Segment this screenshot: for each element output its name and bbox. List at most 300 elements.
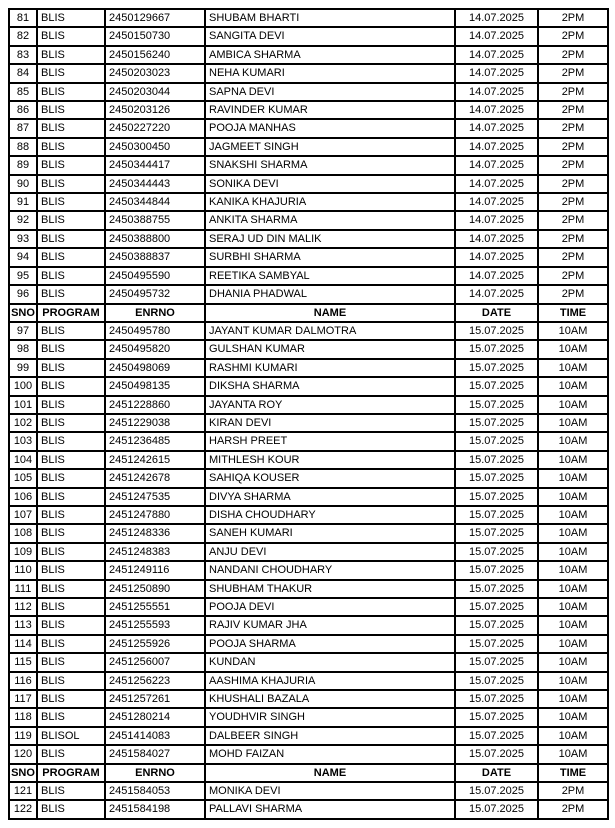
cell-sno: 116	[9, 672, 37, 690]
table-row	[9, 377, 608, 395]
cell-date: 14.07.2025	[455, 230, 538, 248]
cell-time: 10AM	[538, 543, 608, 561]
cell-program: BLIS	[37, 27, 105, 45]
cell-date: 14.07.2025	[455, 119, 538, 137]
cell-sno: 96	[9, 285, 37, 303]
cell-date: 15.07.2025	[455, 800, 538, 818]
cell-sno: 101	[9, 396, 37, 414]
cell-program: BLIS	[37, 690, 105, 708]
table-row	[9, 672, 608, 690]
cell-time: 2PM	[538, 211, 608, 229]
cell-time: 2PM	[538, 248, 608, 266]
cell-sno: 90	[9, 175, 37, 193]
column-header-name: NAME	[205, 304, 455, 322]
cell-name: SNAKSHI SHARMA	[205, 156, 455, 174]
cell-sno: 98	[9, 340, 37, 358]
column-header-time: TIME	[538, 764, 608, 782]
cell-program: BLIS	[37, 193, 105, 211]
cell-date: 14.07.2025	[455, 248, 538, 266]
cell-sno: 112	[9, 598, 37, 616]
cell-program: BLIS	[37, 451, 105, 469]
cell-date: 14.07.2025	[455, 64, 538, 82]
cell-program: BLIS	[37, 580, 105, 598]
cell-enrno: 2451255926	[105, 635, 205, 653]
table-row	[9, 506, 608, 524]
cell-time: 2PM	[538, 101, 608, 119]
cell-time: 2PM	[538, 782, 608, 800]
cell-program: BLIS	[37, 230, 105, 248]
cell-sno: 115	[9, 653, 37, 671]
cell-enrno: 2451242615	[105, 451, 205, 469]
cell-date: 15.07.2025	[455, 690, 538, 708]
cell-time: 10AM	[538, 506, 608, 524]
cell-sno: 83	[9, 46, 37, 64]
cell-sno: 87	[9, 119, 37, 137]
cell-time: 2PM	[538, 27, 608, 45]
cell-sno: 122	[9, 800, 37, 818]
cell-date: 14.07.2025	[455, 9, 538, 27]
table-header-row	[9, 304, 608, 322]
cell-date: 15.07.2025	[455, 653, 538, 671]
cell-program: BLIS	[37, 506, 105, 524]
table-row	[9, 598, 608, 616]
cell-date: 15.07.2025	[455, 598, 538, 616]
cell-time: 10AM	[538, 377, 608, 395]
cell-sno: 104	[9, 451, 37, 469]
cell-time: 10AM	[538, 322, 608, 340]
table-row	[9, 83, 608, 101]
cell-program: BLIS	[37, 83, 105, 101]
column-header-sno: SNO	[9, 304, 37, 322]
cell-enrno: 2450203126	[105, 101, 205, 119]
cell-date: 14.07.2025	[455, 83, 538, 101]
cell-program: BLIS	[37, 211, 105, 229]
table-row	[9, 653, 608, 671]
cell-date: 15.07.2025	[455, 451, 538, 469]
cell-enrno: 2451584053	[105, 782, 205, 800]
cell-date: 15.07.2025	[455, 708, 538, 726]
cell-name: JAYANT KUMAR DALMOTRA	[205, 322, 455, 340]
table-row	[9, 9, 608, 27]
cell-name: HARSH PREET	[205, 432, 455, 450]
cell-enrno: 2451228860	[105, 396, 205, 414]
cell-program: BLIS	[37, 101, 105, 119]
cell-enrno: 2451242678	[105, 469, 205, 487]
table-row	[9, 800, 608, 818]
cell-enrno: 2451236485	[105, 432, 205, 450]
cell-program: BLIS	[37, 322, 105, 340]
cell-time: 10AM	[538, 708, 608, 726]
cell-name: KIRAN DEVI	[205, 414, 455, 432]
cell-sno: 86	[9, 101, 37, 119]
cell-enrno: 2451584027	[105, 745, 205, 763]
table-row	[9, 27, 608, 45]
cell-enrno: 2450203023	[105, 64, 205, 82]
table-row	[9, 690, 608, 708]
table-row	[9, 708, 608, 726]
cell-sno: 100	[9, 377, 37, 395]
cell-sno: 97	[9, 322, 37, 340]
cell-name: SERAJ UD DIN MALIK	[205, 230, 455, 248]
cell-sno: 91	[9, 193, 37, 211]
cell-program: BLIS	[37, 340, 105, 358]
cell-time: 2PM	[538, 119, 608, 137]
cell-sno: 81	[9, 9, 37, 27]
cell-name: NANDANI CHOUDHARY	[205, 561, 455, 579]
cell-program: BLIS	[37, 267, 105, 285]
cell-time: 2PM	[538, 64, 608, 82]
cell-program: BLIS	[37, 561, 105, 579]
cell-program: BLIS	[37, 285, 105, 303]
cell-sno: 85	[9, 83, 37, 101]
table-row	[9, 322, 608, 340]
cell-name: KUNDAN	[205, 653, 455, 671]
cell-enrno: 2450300450	[105, 138, 205, 156]
cell-time: 10AM	[538, 745, 608, 763]
cell-name: DHANIA PHADWAL	[205, 285, 455, 303]
cell-enrno: 2450150730	[105, 27, 205, 45]
cell-name: SONIKA DEVI	[205, 175, 455, 193]
cell-name: MOHD FAIZAN	[205, 745, 455, 763]
column-header-enrno: ENRNO	[105, 764, 205, 782]
cell-sno: 109	[9, 543, 37, 561]
cell-enrno: 2451257261	[105, 690, 205, 708]
cell-time: 2PM	[538, 193, 608, 211]
cell-enrno: 2451584198	[105, 800, 205, 818]
cell-enrno: 2451280214	[105, 708, 205, 726]
cell-name: SANEH KUMARI	[205, 524, 455, 542]
table-row	[9, 524, 608, 542]
cell-name: POOJA SHARMA	[205, 635, 455, 653]
cell-enrno: 2451256223	[105, 672, 205, 690]
cell-enrno: 2451256007	[105, 653, 205, 671]
cell-date: 15.07.2025	[455, 322, 538, 340]
cell-program: BLIS	[37, 543, 105, 561]
cell-enrno: 2450388800	[105, 230, 205, 248]
cell-enrno: 2450495820	[105, 340, 205, 358]
cell-name: KHUSHALI BAZALA	[205, 690, 455, 708]
cell-time: 2PM	[538, 9, 608, 27]
column-header-program: PROGRAM	[37, 304, 105, 322]
cell-sno: 106	[9, 488, 37, 506]
cell-program: BLIS	[37, 9, 105, 27]
cell-sno: 110	[9, 561, 37, 579]
table-row	[9, 561, 608, 579]
cell-enrno: 2451229038	[105, 414, 205, 432]
cell-date: 15.07.2025	[455, 782, 538, 800]
cell-sno: 88	[9, 138, 37, 156]
cell-program: BLISOL	[37, 727, 105, 745]
cell-name: DIVYA SHARMA	[205, 488, 455, 506]
table-row	[9, 175, 608, 193]
cell-program: BLIS	[37, 708, 105, 726]
cell-name: SAPNA DEVI	[205, 83, 455, 101]
cell-time: 10AM	[538, 653, 608, 671]
cell-program: BLIS	[37, 488, 105, 506]
table-row	[9, 211, 608, 229]
cell-sno: 84	[9, 64, 37, 82]
cell-enrno: 2450498069	[105, 359, 205, 377]
cell-name: MITHLESH KOUR	[205, 451, 455, 469]
cell-program: BLIS	[37, 672, 105, 690]
cell-name: RAJIV KUMAR JHA	[205, 616, 455, 634]
cell-time: 10AM	[538, 598, 608, 616]
cell-name: DIKSHA SHARMA	[205, 377, 455, 395]
cell-enrno: 2450388755	[105, 211, 205, 229]
cell-name: SAHIQA KOUSER	[205, 469, 455, 487]
cell-name: ANJU DEVI	[205, 543, 455, 561]
cell-sno: 94	[9, 248, 37, 266]
cell-date: 15.07.2025	[455, 396, 538, 414]
cell-time: 2PM	[538, 46, 608, 64]
column-header-sno: SNO	[9, 764, 37, 782]
cell-time: 10AM	[538, 635, 608, 653]
cell-date: 15.07.2025	[455, 506, 538, 524]
cell-name: DISHA CHOUDHARY	[205, 506, 455, 524]
cell-enrno: 2450156240	[105, 46, 205, 64]
cell-time: 2PM	[538, 267, 608, 285]
cell-enrno: 2450388837	[105, 248, 205, 266]
cell-time: 10AM	[538, 340, 608, 358]
cell-enrno: 2450227220	[105, 119, 205, 137]
cell-sno: 108	[9, 524, 37, 542]
table-row	[9, 340, 608, 358]
cell-date: 14.07.2025	[455, 27, 538, 45]
table-row	[9, 119, 608, 137]
cell-enrno: 2451250890	[105, 580, 205, 598]
cell-time: 2PM	[538, 156, 608, 174]
cell-date: 15.07.2025	[455, 672, 538, 690]
cell-date: 15.07.2025	[455, 543, 538, 561]
cell-sno: 117	[9, 690, 37, 708]
cell-program: BLIS	[37, 782, 105, 800]
table-row	[9, 635, 608, 653]
table-row	[9, 616, 608, 634]
cell-time: 10AM	[538, 672, 608, 690]
cell-enrno: 2450344443	[105, 175, 205, 193]
table-row	[9, 46, 608, 64]
cell-time: 2PM	[538, 83, 608, 101]
cell-name: SANGITA DEVI	[205, 27, 455, 45]
cell-time: 10AM	[538, 690, 608, 708]
cell-date: 15.07.2025	[455, 359, 538, 377]
column-header-time: TIME	[538, 304, 608, 322]
cell-enrno: 2450129667	[105, 9, 205, 27]
table-row	[9, 414, 608, 432]
cell-time: 10AM	[538, 488, 608, 506]
column-header-name: NAME	[205, 764, 455, 782]
cell-sno: 92	[9, 211, 37, 229]
table-row	[9, 101, 608, 119]
cell-date: 14.07.2025	[455, 156, 538, 174]
table-header-row	[9, 764, 608, 782]
table-row	[9, 396, 608, 414]
cell-time: 10AM	[538, 432, 608, 450]
cell-name: POOJA DEVI	[205, 598, 455, 616]
table-row	[9, 488, 608, 506]
cell-time: 2PM	[538, 175, 608, 193]
cell-time: 10AM	[538, 580, 608, 598]
cell-program: BLIS	[37, 248, 105, 266]
cell-date: 15.07.2025	[455, 524, 538, 542]
cell-name: NEHA KUMARI	[205, 64, 455, 82]
cell-date: 14.07.2025	[455, 267, 538, 285]
cell-sno: 111	[9, 580, 37, 598]
cell-date: 15.07.2025	[455, 616, 538, 634]
cell-enrno: 2451247880	[105, 506, 205, 524]
table-row	[9, 745, 608, 763]
cell-time: 10AM	[538, 727, 608, 745]
table-row	[9, 267, 608, 285]
cell-time: 10AM	[538, 616, 608, 634]
cell-name: ANKITA SHARMA	[205, 211, 455, 229]
cell-date: 15.07.2025	[455, 635, 538, 653]
cell-date: 14.07.2025	[455, 138, 538, 156]
cell-program: BLIS	[37, 635, 105, 653]
cell-sno: 118	[9, 708, 37, 726]
table-row	[9, 359, 608, 377]
cell-date: 15.07.2025	[455, 469, 538, 487]
cell-date: 15.07.2025	[455, 377, 538, 395]
table-row	[9, 432, 608, 450]
cell-enrno: 2450495780	[105, 322, 205, 340]
column-header-date: DATE	[455, 764, 538, 782]
cell-name: JAYANTA ROY	[205, 396, 455, 414]
cell-enrno: 2450495590	[105, 267, 205, 285]
table-row	[9, 193, 608, 211]
table-row	[9, 727, 608, 745]
cell-program: BLIS	[37, 653, 105, 671]
cell-name: AASHIMA KHAJURIA	[205, 672, 455, 690]
cell-sno: 105	[9, 469, 37, 487]
cell-date: 14.07.2025	[455, 193, 538, 211]
cell-time: 10AM	[538, 469, 608, 487]
table-row	[9, 543, 608, 561]
cell-date: 15.07.2025	[455, 561, 538, 579]
cell-name: MONIKA DEVI	[205, 782, 455, 800]
cell-date: 14.07.2025	[455, 211, 538, 229]
table-row	[9, 451, 608, 469]
cell-program: BLIS	[37, 432, 105, 450]
cell-program: BLIS	[37, 598, 105, 616]
cell-date: 15.07.2025	[455, 340, 538, 358]
table-row	[9, 64, 608, 82]
cell-program: BLIS	[37, 414, 105, 432]
cell-date: 15.07.2025	[455, 432, 538, 450]
cell-sno: 95	[9, 267, 37, 285]
cell-name: YOUDHVIR SINGH	[205, 708, 455, 726]
cell-program: BLIS	[37, 119, 105, 137]
cell-date: 15.07.2025	[455, 488, 538, 506]
table-row	[9, 285, 608, 303]
cell-enrno: 2451249116	[105, 561, 205, 579]
cell-enrno: 2450495732	[105, 285, 205, 303]
table-row	[9, 782, 608, 800]
table-body	[9, 9, 608, 819]
cell-program: BLIS	[37, 616, 105, 634]
cell-enrno: 2451247535	[105, 488, 205, 506]
cell-date: 14.07.2025	[455, 285, 538, 303]
cell-program: BLIS	[37, 156, 105, 174]
table-row	[9, 230, 608, 248]
cell-enrno: 2451414083	[105, 727, 205, 745]
cell-enrno: 2450498135	[105, 377, 205, 395]
column-header-program: PROGRAM	[37, 764, 105, 782]
cell-name: AMBICA SHARMA	[205, 46, 455, 64]
exam-schedule-table	[8, 8, 609, 820]
cell-date: 14.07.2025	[455, 101, 538, 119]
cell-enrno: 2451248383	[105, 543, 205, 561]
cell-enrno: 2450203044	[105, 83, 205, 101]
table-row	[9, 469, 608, 487]
cell-time: 10AM	[538, 396, 608, 414]
cell-time: 2PM	[538, 285, 608, 303]
cell-name: REETIKA SAMBYAL	[205, 267, 455, 285]
cell-name: RAVINDER KUMAR	[205, 101, 455, 119]
cell-enrno: 2451255551	[105, 598, 205, 616]
table-row	[9, 580, 608, 598]
cell-sno: 114	[9, 635, 37, 653]
cell-date: 15.07.2025	[455, 580, 538, 598]
cell-date: 14.07.2025	[455, 175, 538, 193]
cell-sno: 119	[9, 727, 37, 745]
cell-program: BLIS	[37, 396, 105, 414]
cell-enrno: 2450344417	[105, 156, 205, 174]
cell-time: 10AM	[538, 359, 608, 377]
cell-time: 2PM	[538, 800, 608, 818]
cell-name: GULSHAN KUMAR	[205, 340, 455, 358]
cell-program: BLIS	[37, 175, 105, 193]
cell-time: 10AM	[538, 414, 608, 432]
cell-time: 10AM	[538, 524, 608, 542]
cell-sno: 102	[9, 414, 37, 432]
cell-enrno: 2451248336	[105, 524, 205, 542]
cell-program: BLIS	[37, 64, 105, 82]
cell-name: KANIKA KHAJURIA	[205, 193, 455, 211]
cell-sno: 93	[9, 230, 37, 248]
cell-name: RASHMI KUMARI	[205, 359, 455, 377]
cell-time: 10AM	[538, 451, 608, 469]
cell-date: 14.07.2025	[455, 46, 538, 64]
cell-date: 15.07.2025	[455, 745, 538, 763]
cell-sno: 107	[9, 506, 37, 524]
cell-name: POOJA MANHAS	[205, 119, 455, 137]
table-row	[9, 156, 608, 174]
cell-program: BLIS	[37, 377, 105, 395]
cell-date: 15.07.2025	[455, 727, 538, 745]
cell-sno: 113	[9, 616, 37, 634]
cell-name: SHUBHAM THAKUR	[205, 580, 455, 598]
cell-name: JAGMEET SINGH	[205, 138, 455, 156]
cell-program: BLIS	[37, 46, 105, 64]
cell-sno: 121	[9, 782, 37, 800]
cell-program: BLIS	[37, 359, 105, 377]
cell-enrno: 2450344844	[105, 193, 205, 211]
cell-program: BLIS	[37, 524, 105, 542]
cell-name: PALLAVI SHARMA	[205, 800, 455, 818]
cell-sno: 99	[9, 359, 37, 377]
cell-sno: 120	[9, 745, 37, 763]
cell-enrno: 2451255593	[105, 616, 205, 634]
cell-name: DALBEER SINGH	[205, 727, 455, 745]
cell-name: SHUBAM BHARTI	[205, 9, 455, 27]
column-header-enrno: ENRNO	[105, 304, 205, 322]
cell-time: 10AM	[538, 561, 608, 579]
cell-program: BLIS	[37, 469, 105, 487]
column-header-date: DATE	[455, 304, 538, 322]
table-row	[9, 138, 608, 156]
cell-sno: 103	[9, 432, 37, 450]
